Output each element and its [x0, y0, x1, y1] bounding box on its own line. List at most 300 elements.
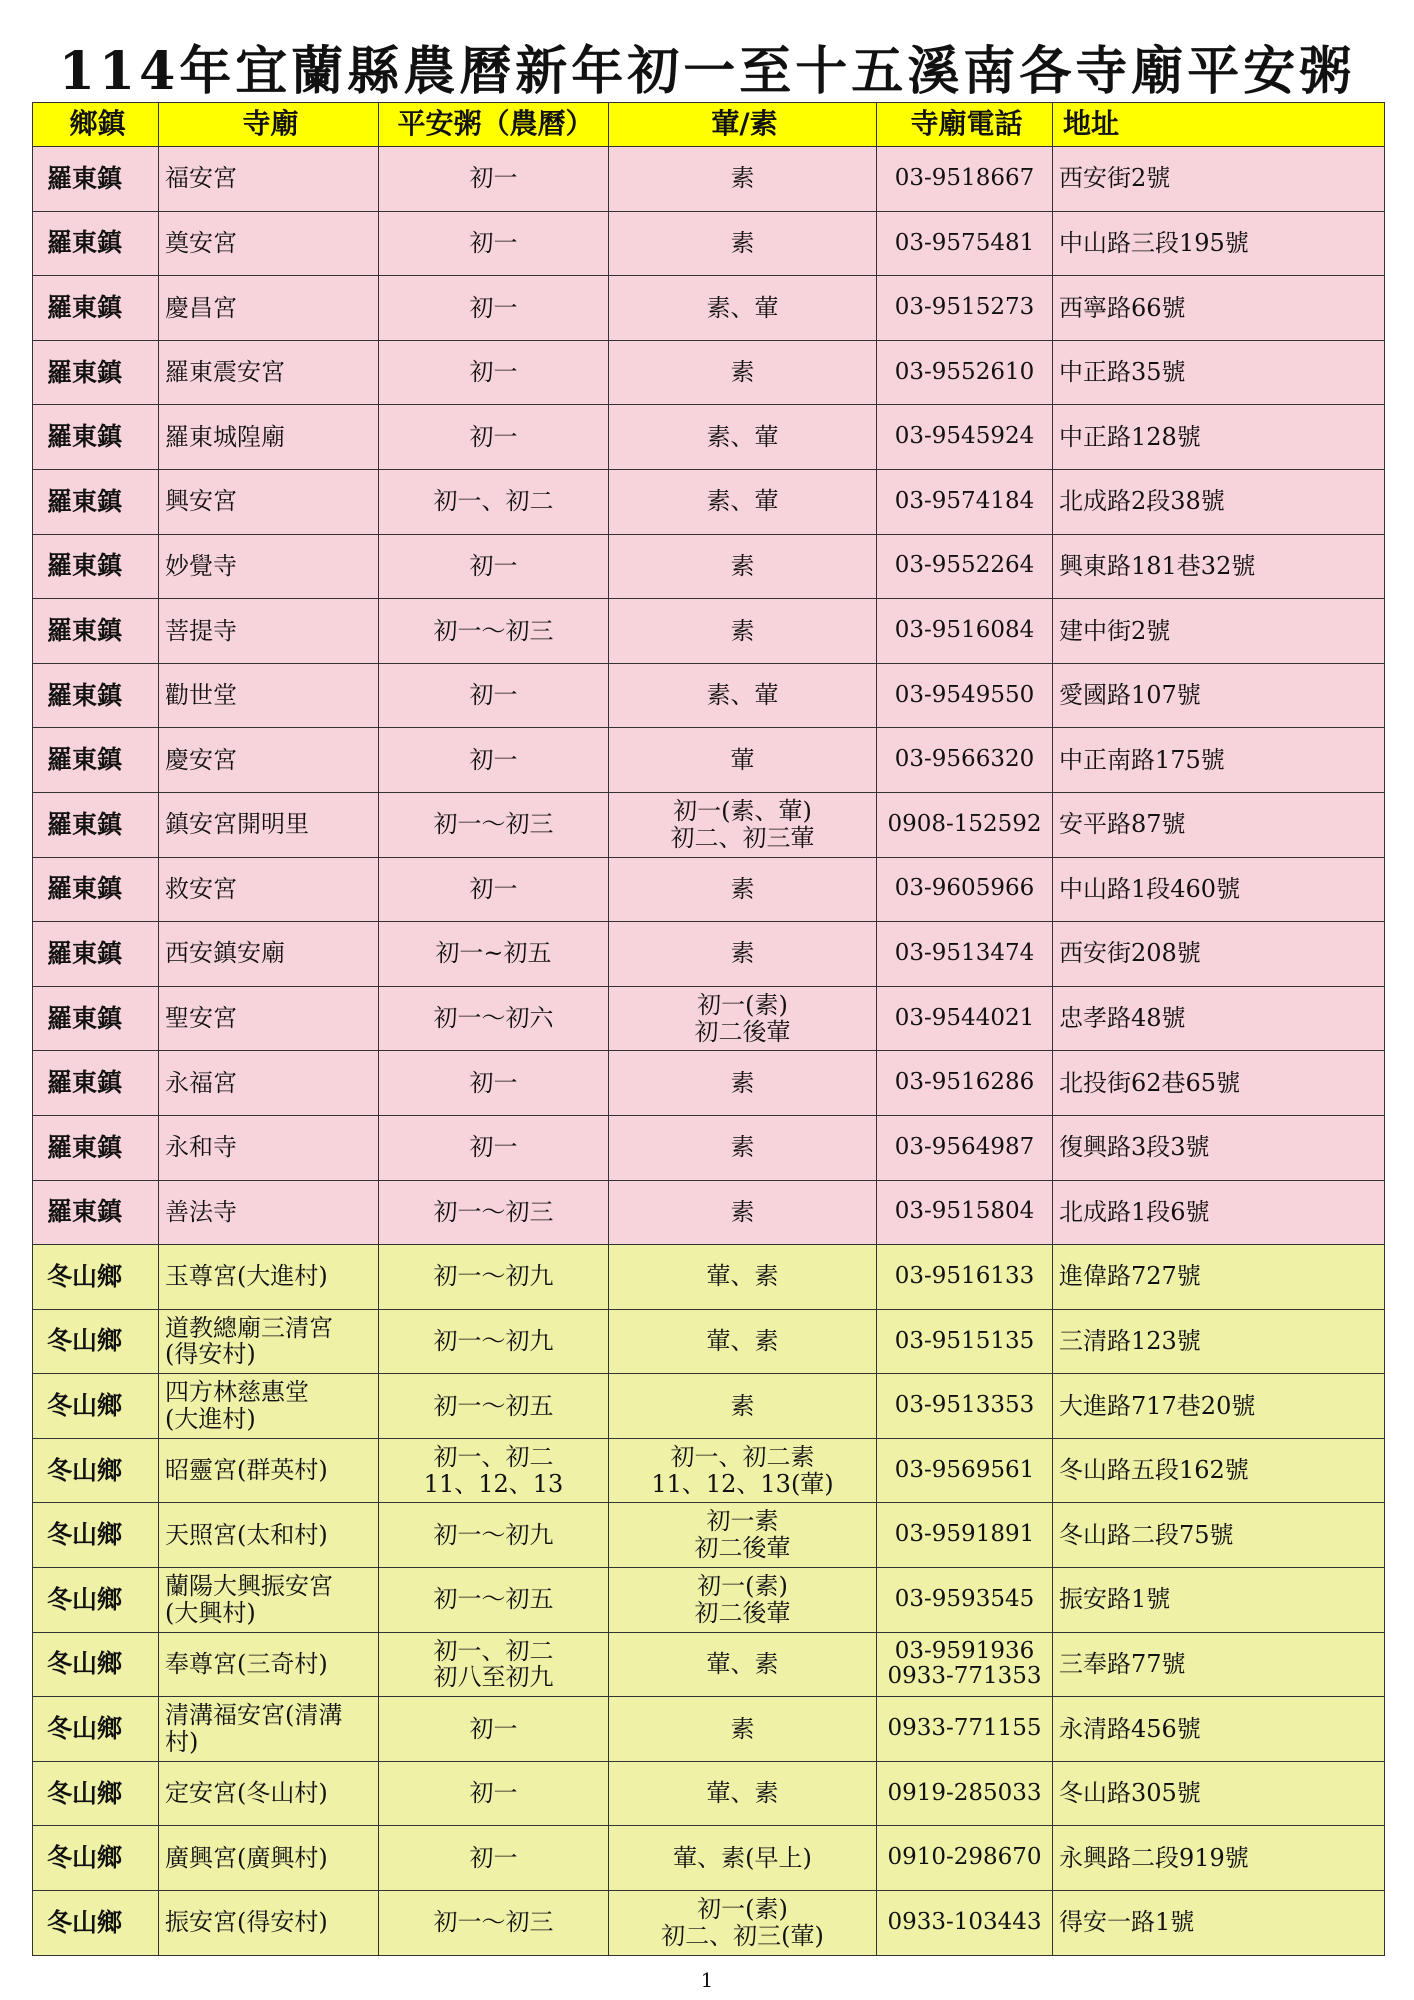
porridge-cell: [379, 1245, 609, 1310]
porridge-days: 初一: [469, 745, 518, 774]
temple-cell: [159, 1568, 379, 1633]
table-row: [33, 1309, 1385, 1374]
temple-cell: [159, 1115, 379, 1180]
temple-name: 振安宮(得安村): [165, 1908, 328, 1937]
temple-name: 福安宮: [165, 164, 237, 193]
table-row: [33, 663, 1385, 728]
town-cell: 羅東鎮: [33, 147, 159, 212]
address-cell: 振安路1號: [1053, 1568, 1385, 1633]
town-cell: 羅東鎮: [33, 857, 159, 922]
meat-veg-type: 初一、初二素: [670, 1442, 815, 1471]
table-row: [33, 1697, 1385, 1762]
type-cell: [609, 922, 877, 987]
table-row: [33, 534, 1385, 599]
phone-cell: [877, 663, 1053, 728]
phone-cell: [877, 857, 1053, 922]
type-cell: [609, 599, 877, 664]
type-cell: [609, 276, 877, 341]
table-row: [33, 211, 1385, 276]
porridge-days: 初一: [469, 1714, 518, 1743]
header-type: 葷/素: [609, 103, 877, 147]
header-temple: 寺廟: [159, 103, 379, 147]
phone-cell: [877, 1374, 1053, 1439]
porridge-cell: [379, 1115, 609, 1180]
temple-cell: [159, 534, 379, 599]
porridge-days: 初一: [469, 164, 518, 193]
phone-cell: [877, 1309, 1053, 1374]
phone-number: 03-9515135: [894, 1327, 1035, 1354]
address-cell: 西寧路66號: [1053, 276, 1385, 341]
type-cell: [609, 147, 877, 212]
address-cell: 中山路1段460號: [1053, 857, 1385, 922]
porridge-table: [32, 102, 1385, 1956]
address-cell: 大進路717巷20號: [1053, 1374, 1385, 1439]
porridge-days: 初一、初二: [433, 1636, 554, 1665]
temple-name: 玉尊宮(大進村): [165, 1262, 328, 1291]
temple-name: 昭靈宮(群英村): [165, 1456, 328, 1485]
address-cell: 得安一路1號: [1053, 1891, 1385, 1956]
address-cell: 西安街2號: [1053, 147, 1385, 212]
address-cell: 進偉路727號: [1053, 1245, 1385, 1310]
type-cell: [609, 1180, 877, 1245]
type-cell: [609, 663, 877, 728]
address-cell: 中正南路175號: [1053, 728, 1385, 793]
porridge-cell: [379, 1180, 609, 1245]
phone-cell: [877, 1115, 1053, 1180]
table-row: [33, 986, 1385, 1051]
phone-number: 03-9593545: [894, 1585, 1035, 1612]
town-cell: 冬山鄉: [33, 1438, 159, 1503]
porridge-days: 初一～初九: [433, 1262, 554, 1291]
phone-cell: [877, 1826, 1053, 1891]
temple-name: 定安宮(冬山村): [165, 1779, 328, 1808]
porridge-cell: [379, 1309, 609, 1374]
type-cell: [609, 1568, 877, 1633]
meat-veg-type: 素、葷: [706, 422, 779, 451]
porridge-cell: [379, 469, 609, 534]
temple-cell: [159, 211, 379, 276]
meat-veg-type: 初一(素): [697, 990, 788, 1019]
meat-veg-type: 素: [730, 164, 755, 193]
table-row: [33, 1891, 1385, 1956]
town-cell: 羅東鎮: [33, 792, 159, 857]
table-row: [33, 1503, 1385, 1568]
table-row: [33, 147, 1385, 212]
phone-cell: [877, 340, 1053, 405]
type-cell: [609, 986, 877, 1051]
header-porridge: 平安粥（農曆）: [379, 103, 609, 147]
phone-cell: [877, 1761, 1053, 1826]
meat-veg-type: 初二後葷: [694, 1534, 791, 1563]
temple-name: (得安村): [165, 1340, 256, 1369]
table-row: [33, 1761, 1385, 1826]
type-cell: [609, 1051, 877, 1116]
address-cell: 冬山路五段162號: [1053, 1438, 1385, 1503]
phone-cell: [877, 1632, 1053, 1697]
type-cell: [609, 728, 877, 793]
address-cell: 中正路35號: [1053, 340, 1385, 405]
meat-veg-type: 素: [730, 551, 755, 580]
porridge-cell: [379, 663, 609, 728]
address-cell: 永興路二段919號: [1053, 1826, 1385, 1891]
address-cell: 愛國路107號: [1053, 663, 1385, 728]
town-cell: 羅東鎮: [33, 469, 159, 534]
porridge-days: 初一: [469, 551, 518, 580]
phone-number: 03-9549550: [894, 681, 1035, 708]
meat-veg-type: 初一(素): [697, 1571, 788, 1600]
page-number: 1: [700, 1968, 714, 1992]
phone-number: 03-9515804: [894, 1198, 1035, 1225]
town-cell: 羅東鎮: [33, 1115, 159, 1180]
table-row: [33, 1826, 1385, 1891]
temple-name: 勸世堂: [165, 681, 237, 710]
address-cell: 北投街62巷65號: [1053, 1051, 1385, 1116]
meat-veg-type: 初二、初三(葷): [661, 1921, 824, 1950]
address-cell: 三清路123號: [1053, 1309, 1385, 1374]
address-cell: 中正路128號: [1053, 405, 1385, 470]
type-cell: [609, 1374, 877, 1439]
temple-name: 妙覺寺: [165, 551, 237, 580]
temple-cell: [159, 792, 379, 857]
phone-number: 03-9564987: [894, 1133, 1035, 1160]
temple-name: 西安鎮安廟: [165, 939, 285, 968]
meat-veg-type: 葷、素(早上): [673, 1843, 812, 1872]
porridge-cell: [379, 599, 609, 664]
phone-number: 03-9566320: [894, 746, 1035, 773]
table-row: [33, 728, 1385, 793]
town-cell: 冬山鄉: [33, 1309, 159, 1374]
temple-name: 羅東城隍廟: [165, 422, 285, 451]
meat-veg-type: 葷、素: [706, 1650, 779, 1679]
phone-number: 03-9516286: [894, 1069, 1035, 1096]
meat-veg-type: 葷、素: [706, 1262, 779, 1291]
table-row: [33, 1632, 1385, 1697]
phone-number: 03-9518667: [894, 164, 1035, 191]
address-cell: 忠孝路48號: [1053, 986, 1385, 1051]
address-cell: 三奉路77號: [1053, 1632, 1385, 1697]
phone-number: 03-9516084: [894, 617, 1035, 644]
temple-cell: [159, 728, 379, 793]
phone-number: 0933-771155: [887, 1715, 1042, 1742]
table-row: [33, 1051, 1385, 1116]
table-body: [33, 147, 1385, 1956]
phone-cell: [877, 599, 1053, 664]
meat-veg-type: 初二、初三葷: [670, 823, 815, 852]
phone-number: 03-9513353: [894, 1392, 1035, 1419]
meat-veg-type: 素: [730, 874, 755, 903]
porridge-days: 初一: [469, 1068, 518, 1097]
phone-number: 0919-285033: [887, 1779, 1042, 1806]
table-row: [33, 469, 1385, 534]
porridge-cell: [379, 1051, 609, 1116]
meat-veg-type: 葷、素: [706, 1779, 779, 1808]
phone-cell: [877, 1697, 1053, 1762]
table-row: [33, 1245, 1385, 1310]
porridge-days: 初一: [469, 1843, 518, 1872]
meat-veg-type: 初一(素): [697, 1894, 788, 1923]
phone-number: 03-9552610: [894, 358, 1035, 385]
phone-cell: [877, 1180, 1053, 1245]
town-cell: 羅東鎮: [33, 1051, 159, 1116]
address-cell: 永清路456號: [1053, 1697, 1385, 1762]
town-cell: 冬山鄉: [33, 1245, 159, 1310]
meat-veg-type: 素: [730, 1714, 755, 1743]
phone-cell: [877, 792, 1053, 857]
temple-cell: [159, 1761, 379, 1826]
town-cell: 羅東鎮: [33, 728, 159, 793]
phone-cell: [877, 1503, 1053, 1568]
temple-cell: [159, 1503, 379, 1568]
temple-name: 聖安宮: [165, 1004, 237, 1033]
porridge-cell: [379, 1438, 609, 1503]
phone-cell: [877, 922, 1053, 987]
town-cell: 羅東鎮: [33, 1180, 159, 1245]
meat-veg-type: 素: [730, 1391, 755, 1420]
phone-cell: [877, 211, 1053, 276]
type-cell: [609, 1891, 877, 1956]
temple-cell: [159, 1180, 379, 1245]
type-cell: [609, 469, 877, 534]
temple-name: (大進村): [165, 1405, 256, 1434]
porridge-days: 初八至初九: [433, 1663, 554, 1692]
phone-cell: [877, 986, 1053, 1051]
phone-number: 03-9544021: [894, 1004, 1035, 1031]
temple-cell: [159, 857, 379, 922]
porridge-cell: [379, 340, 609, 405]
table-row: [33, 276, 1385, 341]
table-row: [33, 922, 1385, 987]
porridge-cell: [379, 534, 609, 599]
phone-number: 03-9513474: [894, 940, 1035, 967]
temple-name: 永和寺: [165, 1133, 237, 1162]
table-row: [33, 405, 1385, 470]
temple-cell: [159, 1438, 379, 1503]
porridge-cell: [379, 276, 609, 341]
temple-cell: [159, 986, 379, 1051]
town-cell: 羅東鎮: [33, 986, 159, 1051]
page-title: 114年宜蘭縣農曆新年初一至十五溪南各寺廟平安粥: [58, 41, 1356, 102]
type-cell: [609, 792, 877, 857]
town-cell: 羅東鎮: [33, 534, 159, 599]
porridge-days: 初一～初九: [433, 1520, 554, 1549]
temple-name: 慶昌宮: [165, 293, 237, 322]
town-cell: 羅東鎮: [33, 405, 159, 470]
meat-veg-type: 素: [730, 939, 755, 968]
type-cell: [609, 1245, 877, 1310]
porridge-cell: [379, 857, 609, 922]
type-cell: [609, 1503, 877, 1568]
phone-number: 0908-152592: [887, 810, 1042, 837]
address-cell: 復興路3段3號: [1053, 1115, 1385, 1180]
temple-cell: [159, 663, 379, 728]
porridge-cell: [379, 1503, 609, 1568]
porridge-cell: [379, 147, 609, 212]
town-cell: 羅東鎮: [33, 599, 159, 664]
porridge-days: 初一: [469, 1779, 518, 1808]
porridge-days: 初一～初五: [433, 1391, 554, 1420]
table-header-row: [33, 103, 1385, 147]
header-town: 鄉鎮: [33, 103, 159, 147]
temple-name: 奉尊宮(三奇村): [165, 1650, 328, 1679]
meat-veg-type: 素: [730, 228, 755, 257]
town-cell: 冬山鄉: [33, 1697, 159, 1762]
phone-cell: [877, 1245, 1053, 1310]
temple-cell: [159, 1632, 379, 1697]
temple-cell: [159, 1051, 379, 1116]
meat-veg-type: 初一(素、葷): [673, 796, 812, 825]
town-cell: 羅東鎮: [33, 211, 159, 276]
temple-cell: [159, 1697, 379, 1762]
porridge-days: 初一: [469, 681, 518, 710]
porridge-days: 初一: [469, 874, 518, 903]
meat-veg-type: 素、葷: [706, 681, 779, 710]
meat-veg-type: 素: [730, 1133, 755, 1162]
phone-cell: [877, 534, 1053, 599]
temple-cell: [159, 1891, 379, 1956]
porridge-days: 初一～初三: [433, 1197, 554, 1226]
porridge-days: 初一～初三: [433, 810, 554, 839]
porridge-days: 初一~初五: [435, 939, 552, 968]
temple-cell: [159, 405, 379, 470]
type-cell: [609, 1697, 877, 1762]
porridge-days: 初一: [469, 1133, 518, 1162]
temple-name: (大興村): [165, 1598, 256, 1627]
phone-number: 03-9515273: [894, 294, 1035, 321]
temple-name: 菩提寺: [165, 616, 237, 645]
table-row: [33, 792, 1385, 857]
table-row: [33, 1180, 1385, 1245]
phone-number: 0933-771353: [887, 1663, 1042, 1690]
porridge-cell: [379, 405, 609, 470]
temple-cell: [159, 1374, 379, 1439]
type-cell: [609, 1761, 877, 1826]
phone-cell: [877, 1568, 1053, 1633]
temple-name: 道教總廟三清宮: [165, 1313, 333, 1342]
temple-name: 慶安宮: [165, 745, 237, 774]
temple-cell: [159, 276, 379, 341]
town-cell: 冬山鄉: [33, 1568, 159, 1633]
porridge-days: 初一: [469, 293, 518, 322]
temple-name: 天照宮(太和村): [165, 1520, 328, 1549]
meat-veg-type: 素、葷: [706, 293, 779, 322]
phone-cell: [877, 1891, 1053, 1956]
meat-veg-type: 素: [730, 1068, 755, 1097]
meat-veg-type: 初二後葷: [694, 1017, 791, 1046]
town-cell: 冬山鄉: [33, 1503, 159, 1568]
type-cell: [609, 211, 877, 276]
temple-name: 鎮安宮開明里: [165, 810, 309, 839]
address-cell: 冬山路305號: [1053, 1761, 1385, 1826]
porridge-days: 初一～初三: [433, 616, 554, 645]
porridge-cell: [379, 792, 609, 857]
address-cell: 中山路三段195號: [1053, 211, 1385, 276]
meat-veg-type: 葷: [730, 745, 755, 774]
porridge-days: 初一～初三: [433, 1908, 554, 1937]
table-row: [33, 1374, 1385, 1439]
type-cell: [609, 340, 877, 405]
town-cell: 冬山鄉: [33, 1632, 159, 1697]
phone-number: 03-9545924: [894, 423, 1035, 450]
header-address: 地址: [1053, 103, 1385, 147]
table-row: [33, 340, 1385, 405]
phone-number: 0933-103443: [887, 1908, 1042, 1935]
table-row: [33, 1115, 1385, 1180]
temple-name: 興安宮: [165, 487, 237, 516]
porridge-days: 初一、初二: [433, 487, 554, 516]
temple-cell: [159, 1245, 379, 1310]
address-cell: 安平路87號: [1053, 792, 1385, 857]
type-cell: [609, 1309, 877, 1374]
temple-cell: [159, 147, 379, 212]
meat-veg-type: 初二後葷: [694, 1598, 791, 1627]
table-row: [33, 599, 1385, 664]
porridge-cell: [379, 986, 609, 1051]
porridge-days: 初一: [469, 228, 518, 257]
temple-cell: [159, 1826, 379, 1891]
phone-cell: [877, 147, 1053, 212]
porridge-cell: [379, 1568, 609, 1633]
address-cell: 興東路181巷32號: [1053, 534, 1385, 599]
address-cell: 北成路2段38號: [1053, 469, 1385, 534]
town-cell: 羅東鎮: [33, 663, 159, 728]
phone-number: 03-9569561: [894, 1456, 1035, 1483]
porridge-cell: [379, 728, 609, 793]
town-cell: 冬山鄉: [33, 1374, 159, 1439]
porridge-cell: [379, 1826, 609, 1891]
phone-cell: [877, 1438, 1053, 1503]
porridge-days: 初一、初二: [433, 1442, 554, 1471]
temple-name: 廣興宮(廣興村): [165, 1843, 328, 1872]
temple-cell: [159, 340, 379, 405]
meat-veg-type: 素: [730, 1197, 755, 1226]
phone-number: 03-9575481: [894, 229, 1035, 256]
meat-veg-type: 素: [730, 616, 755, 645]
porridge-days: 初一～初九: [433, 1327, 554, 1356]
town-cell: 冬山鄉: [33, 1891, 159, 1956]
temple-name: 救安宮: [165, 874, 237, 903]
address-cell: 冬山路二段75號: [1053, 1503, 1385, 1568]
phone-number: 0910-298670: [887, 1844, 1042, 1871]
meat-veg-type: 素、葷: [706, 487, 779, 516]
town-cell: 冬山鄉: [33, 1761, 159, 1826]
table-row: [33, 857, 1385, 922]
address-cell: 北成路1段6號: [1053, 1180, 1385, 1245]
town-cell: 羅東鎮: [33, 276, 159, 341]
phone-number: 03-9552264: [894, 552, 1035, 579]
phone-cell: [877, 276, 1053, 341]
meat-veg-type: 素: [730, 358, 755, 387]
type-cell: [609, 1438, 877, 1503]
porridge-cell: [379, 211, 609, 276]
address-cell: 建中街2號: [1053, 599, 1385, 664]
type-cell: [609, 534, 877, 599]
address-cell: 西安街208號: [1053, 922, 1385, 987]
phone-cell: [877, 728, 1053, 793]
phone-cell: [877, 405, 1053, 470]
phone-number: 03-9516133: [894, 1263, 1035, 1290]
temple-name: 善法寺: [165, 1197, 237, 1226]
town-cell: 羅東鎮: [33, 922, 159, 987]
porridge-days: 初一: [469, 422, 518, 451]
temple-cell: [159, 1309, 379, 1374]
phone-number: 03-9574184: [894, 487, 1035, 514]
porridge-days: 初一～初五: [433, 1585, 554, 1614]
type-cell: [609, 1632, 877, 1697]
temple-cell: [159, 599, 379, 664]
porridge-cell: [379, 1374, 609, 1439]
temple-cell: [159, 922, 379, 987]
temple-name: 奠安宮: [165, 228, 237, 257]
